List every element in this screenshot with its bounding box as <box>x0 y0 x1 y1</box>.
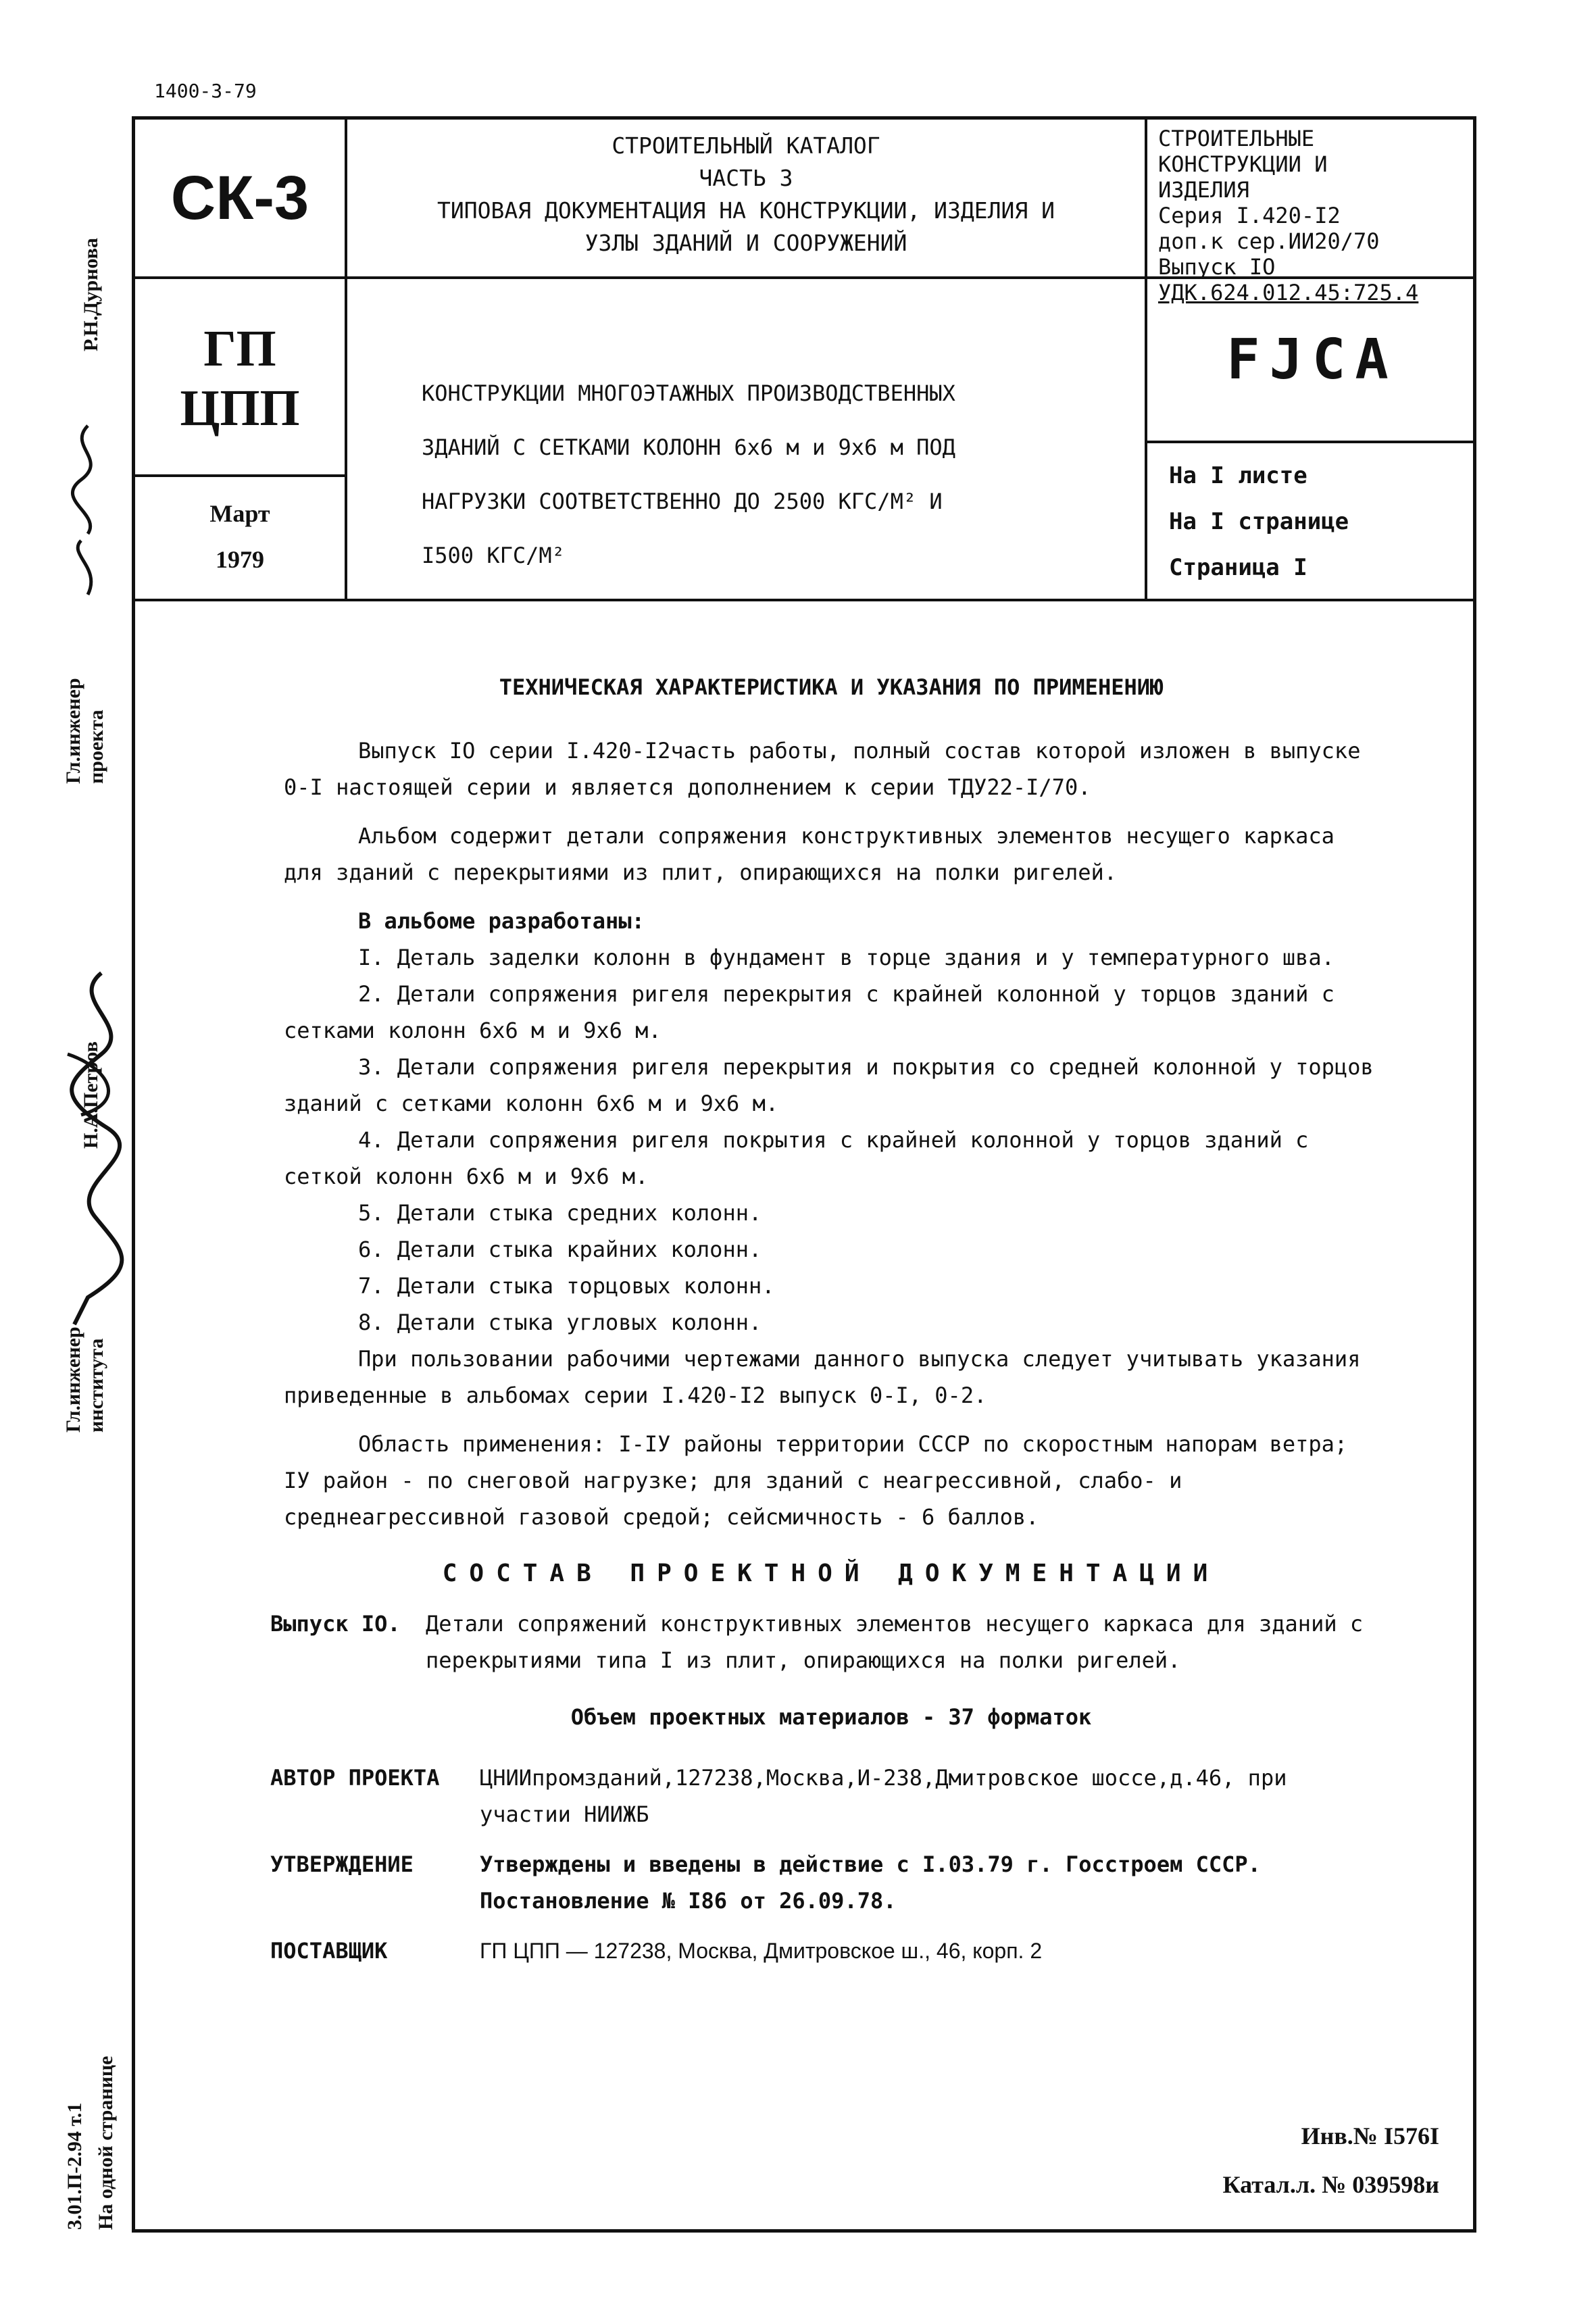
paragraph: Альбом содержит детали сопряжения конструктивных элементов несущего каркаса для зданий с перекрытиями из плит, опирающихся на полки ригелей. <box>284 823 1335 885</box>
list-intro: В альбоме разработаны: <box>358 908 645 934</box>
org-line: ЦПП <box>180 380 300 437</box>
issue-date <box>135 477 345 599</box>
paragraph: Выпуск IO серии I.420-I2часть работы, полный состав которой изложен в выпуске 0-I настоящей серии и является дополнением к серии ТДУ22-I/70. <box>284 738 1361 800</box>
organization <box>135 278 345 474</box>
org-line: ГП <box>203 320 276 377</box>
date-year: 1979 <box>216 546 264 573</box>
inventory-number: Инв.№ I576I <box>1301 2122 1439 2149</box>
page-line: На I странице <box>1169 508 1349 535</box>
series-line: ИЗДЕЛИЯ <box>1158 177 1249 203</box>
list-item: 5. Детали стыка средних колонн. <box>358 1200 762 1226</box>
page-line: На I листе <box>1169 462 1307 489</box>
page-info <box>1149 443 1476 599</box>
volume-info: Объем проектных материалов - 37 форматок <box>570 1704 1092 1730</box>
title-line: КОНСТРУКЦИИ МНОГОЭТАЖНЫХ ПРОИЗВОДСТВЕННЫХ <box>422 380 955 406</box>
approval-entry <box>270 1846 1378 1919</box>
catalog-line: СТРОИТЕЛЬНЫЙ КАТАЛОГ <box>612 132 880 159</box>
series-line: Выпуск IO <box>1158 254 1276 280</box>
series-info <box>1149 120 1476 305</box>
issue-text: Детали сопряжений конструктивных элементов несущего каркаса для зданий с перекрытиями типа I из плит, опирающихся на полки ригелей. <box>426 1611 1364 1673</box>
series-line: КОНСТРУКЦИИ И <box>1158 151 1328 177</box>
catalog-sheet-number: Катал.л. № 039598и <box>1222 2171 1439 2198</box>
list-item: 3. Детали сопряжения ригеля перекрытия и покрытия со средней колонной у торцов зданий с сетками колонн 6х6 м и 9х6 м. <box>284 1054 1374 1116</box>
grid-line <box>132 599 1476 601</box>
section-heading-composition: СОСТАВ ПРОЕКТНОЙ ДОКУМЕНТАЦИИ <box>442 1560 1220 1587</box>
list-item: 7. Детали стыка торцовых колонн. <box>358 1273 775 1299</box>
list-item: 4. Детали сопряжения ригеля покрытия с крайней колонной у торцов зданий с сеткой колонн 6х6 м и 9х6 м. <box>284 1127 1309 1189</box>
issue-label: Выпуск IO. <box>270 1611 401 1637</box>
paragraph: Область применения: I-IУ районы территории СССР по скоростным напорам ветра; IУ район - по снеговой нагрузке; для зданий с неагрессивной, слабо- и среднеагрессивной газовой средой; сейсмичность - 6 баллов. <box>284 1431 1348 1530</box>
list-item: 8. Детали стыка угловых колонн. <box>358 1310 762 1335</box>
signature-icon <box>41 419 135 608</box>
signature-icon <box>27 960 162 1338</box>
document-title <box>347 278 1145 599</box>
inventory-footer <box>1142 2112 1439 2209</box>
issue-entry <box>270 1605 1378 1678</box>
supplier-label: ПОСТАВЩИК <box>270 1938 388 1964</box>
catalog-line: ТИПОВАЯ ДОКУМЕНТАЦИЯ НА КОНСТРУКЦИИ, ИЗДЕЛИЯ И <box>437 197 1055 224</box>
catalog-line: УЗЛЫ ЗДАНИЙ И СООРУЖЕНИЙ <box>584 230 907 256</box>
catalog-line: ЧАСТЬ 3 <box>699 165 793 191</box>
margin-stamp: 3.01.П-2.94 т.1 <box>64 2102 86 2230</box>
date-month: Март <box>209 500 270 527</box>
margin-role: Гл.инженер института <box>62 1326 107 1433</box>
title-line: НАГРУЗКИ СООТВЕТСТВЕННО ДО 2500 КГС/М² И <box>422 489 943 514</box>
paragraph: При пользовании рабочими чертежами данного выпуска следует учитывать указания приведенные в альбомах серии I.420-I2 выпуск 0-I, 0-2. <box>284 1346 1361 1408</box>
title-line: I500 КГС/М² <box>422 543 565 568</box>
list-item: I. Деталь заделки колонн в фундамент в торце здания и у температурного шва. <box>358 945 1335 970</box>
approval-label: УТВЕРЖДЕНИЕ <box>270 1851 414 1877</box>
margin-stamp: На одной странице <box>95 2056 117 2230</box>
supplier-entry <box>270 1933 1378 1969</box>
classification-code: FJCA <box>1226 327 1398 392</box>
catalog-title <box>347 122 1145 276</box>
page-line: Страница I <box>1169 554 1307 581</box>
series-line: Серия I.420-I2 <box>1158 203 1341 228</box>
grid-line <box>1145 116 1147 601</box>
series-line: доп.к сер.ИИ20/70 <box>1158 228 1380 254</box>
supplier-text: ГП ЦПП — 127238, Москва, Дмитровское ш., 46, корп. 2 <box>480 1939 1043 1963</box>
series-line: УДК.624.012.45:725.4 <box>1158 280 1419 305</box>
list-item: 2. Детали сопряжения ригеля перекрытия с крайней колонной у торцов зданий с сетками колонн 6х6 м и 9х6 м. <box>284 981 1335 1043</box>
margin-role: Гл.инженер проекта <box>62 678 107 784</box>
catalog-code: СК-3 <box>170 163 309 232</box>
title-line: ЗДАНИЙ С СЕТКАМИ КОЛОНН 6х6 м и 9х6 м ПОД <box>422 434 955 460</box>
margin-name: Р.Н.Дурнова <box>80 238 102 351</box>
margin-name: Н.А.Петров <box>80 1041 102 1149</box>
series-line: СТРОИТЕЛЬНЫЕ <box>1158 126 1315 151</box>
approval-text: Утверждены и введены в действие с I.03.79 г. Госстроем СССР. Постановление № I86 от 26.09.78. <box>480 1851 1261 1914</box>
author-text: ЦНИИпромзданий,127238,Москва,И-238,Дмитровское шоссе,д.46, при участии НИИЖБ <box>480 1765 1287 1827</box>
section-heading: ТЕХНИЧЕСКАЯ ХАРАКТЕРИСТИКА И УКАЗАНИЯ ПО ПРИМЕНЕНИЮ <box>499 674 1164 700</box>
document-code: 1400-3-79 <box>154 80 257 102</box>
document-body <box>270 669 1378 1969</box>
list-item: 6. Детали стыка крайних колонн. <box>358 1237 762 1262</box>
author-label: АВТОР ПРОЕКТА <box>270 1765 440 1791</box>
author-entry <box>270 1760 1378 1833</box>
